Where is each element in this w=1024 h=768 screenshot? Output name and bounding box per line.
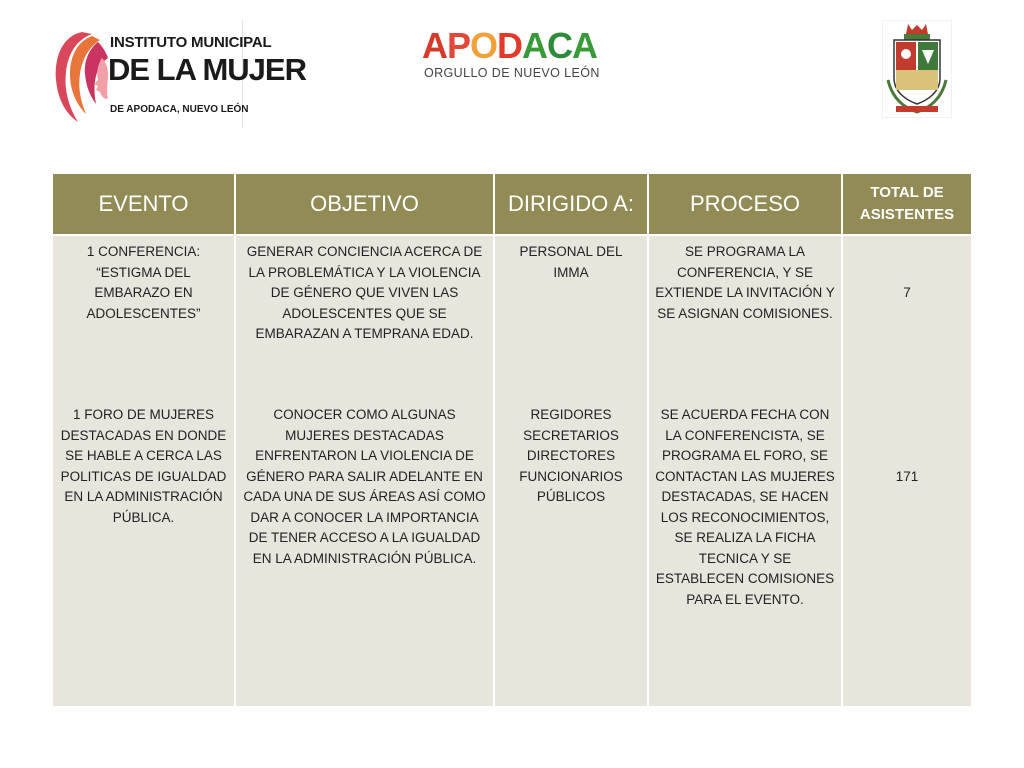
apodaca-letter: D: [497, 25, 523, 66]
column-header-dirigido: DIRIGIDO A:: [495, 174, 647, 234]
cell-objetivo-2: CONOCER COMO ALGUNAS MUJERES DESTACADAS ENFRENTARON LA VIOLENCIA DE GÉNERO PARA SALIR ADELANTE EN CADA UNA DE SUS ÁREAS ASÍ COMO DAR A CONOCER LA IMPORTANCIA DE TENER ACCESO A LA IGUALDAD EN LA ADMINISTRACIÓN PÚBLICA.: [243, 407, 486, 566]
apodaca-wordmark: [422, 25, 598, 66]
column-header-objetivo: OBJETIVO: [236, 174, 493, 234]
column-header-total: TOTAL DE ASISTENTES: [843, 174, 971, 234]
column-header-evento: EVENTO: [53, 174, 234, 234]
apodaca-letter: P: [447, 25, 471, 66]
cell-total-2: 171: [895, 469, 919, 484]
imm-logo-line1: INSTITUTO MUNICIPAL: [110, 34, 272, 51]
imm-logo-line2: DE LA MUJER: [108, 52, 306, 87]
cell-total-1: 7: [903, 285, 911, 300]
column-evento: [53, 236, 234, 706]
column-objetivo: [236, 236, 493, 706]
cell-proceso-2: SE ACUERDA FECHA CON LA CONFERENCISTA, SE PROGRAMA EL FORO, SE CONTACTAN LAS MUJERES DESTACADAS, SE HACEN LOS RECONOCIMIENTOS, SE REALIZA LA FICHA TECNICA Y SE ESTABLECEN COMISIONES PARA EL EVENTO.: [655, 407, 835, 607]
column-dirigido: [495, 236, 647, 706]
events-table: [53, 174, 971, 706]
apodaca-letter: C: [547, 25, 573, 66]
municipal-coat-of-arms-icon: [882, 20, 952, 118]
apodaca-logo: [422, 25, 616, 82]
column-header-proceso: PROCESO: [649, 174, 841, 234]
apodaca-letter: O: [470, 25, 498, 66]
woman-profile-icon: [52, 28, 110, 124]
column-total: [843, 236, 971, 706]
imm-logo-line3: DE APODACA, NUEVO LEÓN: [110, 104, 249, 115]
cell-dirigido-2: REGIDORES SECRETARIOS DIRECTORES FUNCIONARIOS PÚBLICOS: [519, 407, 623, 504]
cell-evento-1: 1 CONFERENCIA: “ESTIGMA DEL EMBARAZO EN ADOLESCENTES”: [86, 244, 201, 321]
cell-dirigido-1: PERSONAL DEL IMMA: [519, 244, 623, 280]
cell-objetivo-1: GENERAR CONCIENCIA ACERCA DE LA PROBLEMÁTICA Y LA VIOLENCIA DE GÉNERO QUE VIVEN LAS ADOLESCENTES QUE SE EMBARAZAN A TEMPRANA EDAD.: [246, 244, 483, 341]
apodaca-letter: A: [422, 25, 447, 66]
imm-logo: [50, 20, 306, 128]
cell-proceso-1: SE PROGRAMA LA CONFERENCIA, Y SE EXTIENDE LA INVITACIÓN Y SE ASIGNAN COMISIONES.: [655, 244, 835, 321]
cell-evento-2: 1 FORO DE MUJERES DESTACADAS EN DONDE SE HABLE A CERCA LAS POLITICAS DE IGUALDAD EN LA ADMINISTRACIÓN PÚBLICA.: [60, 407, 227, 525]
apodaca-tagline: ORGULLO DE NUEVO LEÓN: [424, 66, 600, 80]
apodaca-letter: A: [572, 25, 598, 66]
column-proceso: [649, 236, 841, 706]
apodaca-letter: A: [522, 25, 548, 66]
